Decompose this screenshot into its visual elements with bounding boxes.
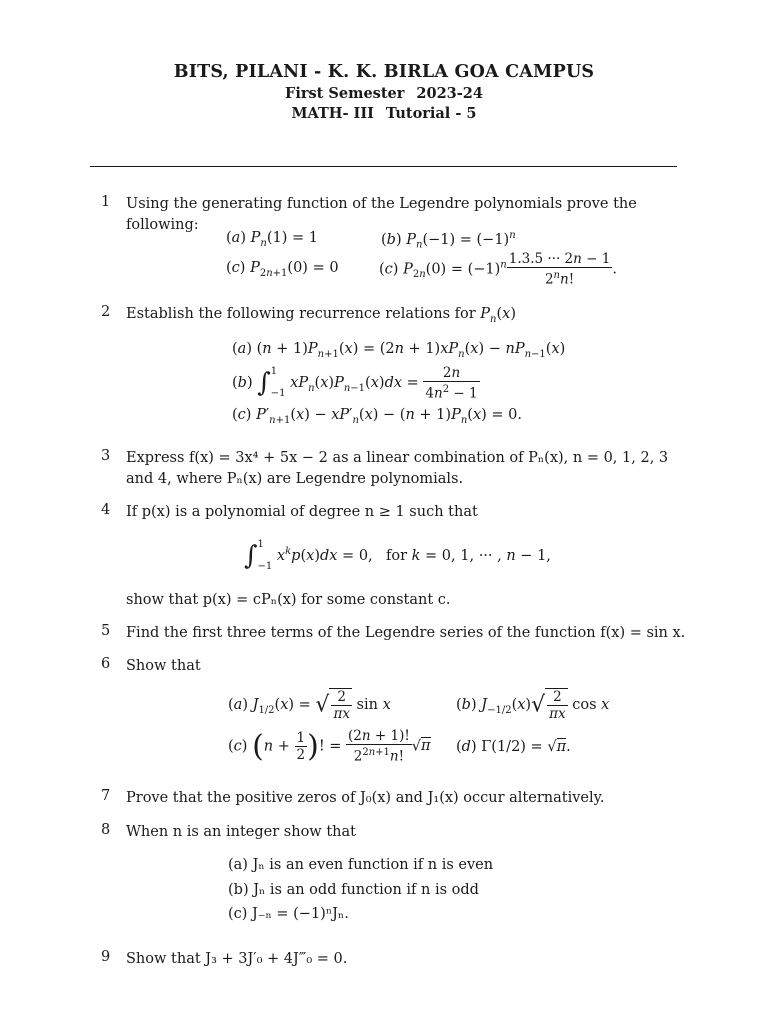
question-number: 3 <box>101 448 111 464</box>
q1-d: (c) $P_{2n}(0) = (-1)^n$ $\frac{1.3.5 \cdot\cdot\cdot 2n - 1}{2^nn!}$ . <box>379 251 617 288</box>
q1-b: (b) $P_n(-1) = (-1)^n$ <box>381 230 516 251</box>
q6-d: (d) Γ(1/2) = √π. <box>456 739 571 755</box>
question-text: Find the first three terms of the Legendre series of the function f(x) = sin x. <box>126 625 686 641</box>
q4-integral: ∫ 1 −1 $x^kp(x)dx = 0$, <box>244 539 373 572</box>
question-text: Using the generating function of the Legendre polynomials prove the following: <box>126 196 637 233</box>
year: 2023-24 <box>416 85 483 102</box>
question-text: Show that <box>126 658 201 674</box>
semester-line <box>0 85 768 102</box>
question-number: 2 <box>101 304 111 320</box>
document-header <box>0 62 768 122</box>
q2-b: (b) ∫ 1 −1 $xP_n(x)P_{n-1}(x)dx$ = $\frac{2n}{4n^2 - 1}$ <box>232 364 478 402</box>
institution-title: BITS, PILANI - K. K. BIRLA GOA CAMPUS <box>173 62 595 82</box>
question-text: Prove that the positive zeros of J₀(x) and J₁(x) occur alternatively. <box>126 790 605 806</box>
question-text: When n is an integer show that <box>126 824 356 840</box>
course-line <box>0 105 768 122</box>
q1-a: (a) $P_n(1) = 1$ <box>226 230 318 249</box>
question-number: 1 <box>101 194 111 210</box>
q6-b: (b) $J_{-1/2}(x)√$ $\frac{2}{\pi x}$ cos x <box>456 689 610 722</box>
question-number: 6 <box>101 656 111 672</box>
q2-c: (c) $P'_{n+1}(x) - xP'_n(x) - (n + 1)P_n(x) = 0$. <box>232 407 522 426</box>
question-number: 4 <box>101 502 111 518</box>
semester: First Semester <box>285 85 405 102</box>
question-text: Express f(x) = 3x⁴ + 5x − 2 as a linear combination of Pₙ(x), n = 0, 1, 2, 3 and 4, where Pₙ(x) are Legendre polynomials. <box>126 450 669 487</box>
question-number: 9 <box>101 949 111 965</box>
question-text: If p(x) is a polynomial of degree n ≥ 1 such that <box>126 504 478 520</box>
question-number: 8 <box>101 822 111 838</box>
question-text-2: show that p(x) = cPₙ(x) for some constant c. <box>126 592 451 608</box>
question-text: Establish the following recurrence relations for <box>126 306 476 322</box>
q8-c: (c) J₋ₙ = (−1)ⁿJₙ. <box>228 906 349 922</box>
q1-c: (c) $P_{2n+1}(0) = 0$ <box>226 260 339 279</box>
q8-a: (a) Jₙ is an even function if n is even <box>228 857 494 873</box>
question-text: Show that J₃ + 3J′₀ + 4J‴₀ = 0. <box>126 951 348 967</box>
course: MATH- III <box>291 105 374 122</box>
question-number: 7 <box>101 788 111 804</box>
q2-a: (a) $(n + 1)P_{n+1}(x) = (2n + 1)xP_n(x) - nP_{n-1}(x)$ <box>232 341 566 360</box>
q6-a: (a) $J_{1/2}(x)$ = √ $\frac{2}{\pi x}$ sin x <box>228 689 391 722</box>
header-divider <box>90 166 677 167</box>
q8-b: (b) Jₙ is an odd function if n is odd <box>228 882 479 898</box>
q6-c: (c) (n + $\frac{1}{2}$ )! = $\frac{(2n + 1)!}{2^{2n+1}n!}$ √π <box>228 728 431 765</box>
question-number: 5 <box>101 623 111 639</box>
tutorial: Tutorial - 5 <box>385 105 477 122</box>
q4-condition: for k = 0, 1, ··· , n − 1, <box>386 548 551 564</box>
